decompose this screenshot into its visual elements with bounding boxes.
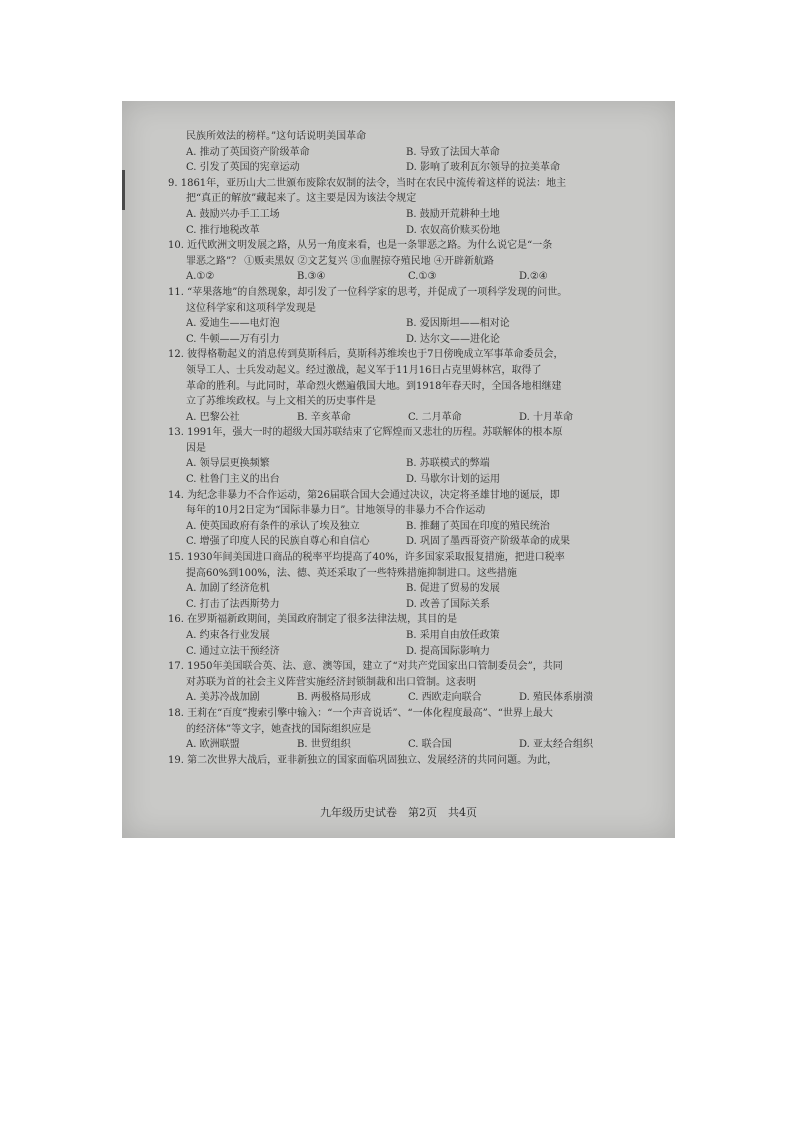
answer-option: B. 鼓励开荒耕种土地 xyxy=(406,208,500,220)
question-text: 革命的胜利。与此同时，革命烈火燃遍俄国大地。到1918年春天时，全国各地相继建 xyxy=(186,380,562,392)
answer-option: B. 苏联模式的弊端 xyxy=(406,458,490,470)
exam-questions xyxy=(162,129,642,768)
answer-option: D. 农奴高价赎买份地 xyxy=(406,224,501,236)
question-text: 立了苏维埃政权。与上文相关的历史事件是 xyxy=(186,396,376,408)
question-text: 的经济体”等文字，她查找的国际组织应是 xyxy=(186,723,372,735)
answer-options xyxy=(162,145,642,161)
answer-options xyxy=(162,160,642,176)
answer-option: A. 美苏冷战加剧 xyxy=(186,692,260,704)
answer-options xyxy=(162,269,642,285)
answer-option: C. 二月革命 xyxy=(408,411,462,423)
answer-options xyxy=(162,628,642,644)
photo-edge-mark xyxy=(122,170,125,210)
answer-option: B.③④ xyxy=(297,271,326,283)
answer-options xyxy=(162,410,642,426)
answer-option: B. 爱因斯坦——相对论 xyxy=(406,318,510,330)
answer-options xyxy=(162,472,642,488)
answer-options xyxy=(162,690,642,706)
answer-options xyxy=(162,316,642,332)
question-stem: 16. 在罗斯福新政期间，美国政府制定了很多法律法规，其目的是 xyxy=(168,614,458,626)
answer-option: A. 鼓励兴办手工工场 xyxy=(186,208,280,220)
answer-option: A. 欧洲联盟 xyxy=(186,739,240,751)
question-stem: 17. 1950年美国联合英、法、意、澳等国，建立了“对共产党国家出口管制委员会”，共同 xyxy=(168,661,563,673)
question-text: 民族所效法的榜样。”这句话说明美国革命 xyxy=(186,131,367,142)
question-text: 罪恶之路”？ ①贩卖黑奴 ②文艺复兴 ③血腥掠夺殖民地 ④开辟新航路 xyxy=(186,255,494,267)
question-text: 提高60%到100%，法、德、英还采取了一些特殊措施抑制进口。这些措施 xyxy=(186,567,517,579)
exam-page-photo xyxy=(122,101,675,838)
answer-option: D. 提高国际影响力 xyxy=(406,645,491,657)
answer-option: A. 加剧了经济危机 xyxy=(186,583,270,595)
answer-option: B. 导致了法国大革命 xyxy=(406,146,500,158)
answer-options xyxy=(162,332,642,348)
answer-option: D. 亚太经合组织 xyxy=(519,739,594,751)
answer-options xyxy=(162,456,642,472)
question-stem: 13. 1991年，强大一时的超级大国苏联结束了它辉煌而又悲壮的历程。苏联解体的根本原 xyxy=(168,427,563,439)
question-stem: 19. 第二次世界大战后，亚非新独立的国家面临巩固独立、发展经济的共同问题。为此， xyxy=(168,754,558,766)
answer-option: C. 增强了印度人民的民族自尊心和自信心 xyxy=(186,536,370,548)
answer-option: D. 达尔文——进化论 xyxy=(406,333,501,345)
answer-option: B. 采用自由放任政策 xyxy=(406,630,500,641)
question-text: 因是 xyxy=(186,442,206,454)
answer-options xyxy=(162,581,642,597)
question-text: 每年的10月2日定为“国际非暴力日”。甘地领导的非暴力不合作运动 xyxy=(186,505,486,517)
answer-option: D. 殖民体系崩溃 xyxy=(519,692,594,704)
question-text: 领导工人、士兵发动起义。经过激战，起义军于11月16日占克里姆林宫，取得了 xyxy=(186,364,542,376)
answer-option: C. 推行地税改革 xyxy=(186,224,260,236)
answer-option: C. 牛顿——万有引力 xyxy=(186,333,280,345)
page-footer: 九年级历史试卷 第2页 共4页 xyxy=(320,806,477,819)
answer-option: D. 影响了玻利瓦尔领导的拉美革命 xyxy=(406,162,561,174)
answer-options xyxy=(162,223,642,239)
answer-option: A. 巴黎公社 xyxy=(186,411,240,423)
question-text: 这位科学家和这项科学发现是 xyxy=(186,302,316,314)
answer-option: A. 爱迪生——电灯泡 xyxy=(186,318,280,330)
question-stem: 9. 1861年，亚历山大二世颁布废除农奴制的法令，当时在农民中流传着这样的说法：地主 xyxy=(168,177,567,189)
question-stem: 15. 1930年间美国进口商品的税率平均提高了40%，许多国家采取报复措施，把进口税率 xyxy=(168,552,565,564)
answer-option: C. 杜鲁门主义的出台 xyxy=(186,474,280,486)
answer-option: C. 联合国 xyxy=(408,739,452,751)
answer-options xyxy=(162,597,642,613)
answer-option: A. 领导层更换频繁 xyxy=(186,458,270,470)
answer-option: D. 马歇尔计划的运用 xyxy=(406,474,501,486)
answer-options xyxy=(162,519,642,535)
answer-option: B. 两极格局形成 xyxy=(297,692,371,704)
answer-options xyxy=(162,207,642,223)
question-stem: 18. 王莉在“百度”搜索引擎中输入：“一个声音说话”、“一体化程度最高”、“世界上最大 xyxy=(168,707,553,719)
answer-options xyxy=(162,534,642,550)
answer-option: B. 世贸组织 xyxy=(297,739,351,751)
answer-option: A. 约束各行业发展 xyxy=(186,630,270,641)
answer-option: C. 引发了英国的宪章运动 xyxy=(186,162,300,174)
question-text: 对苏联为首的社会主义阵营实施经济封锁制裁和出口管制。这表明 xyxy=(186,676,476,688)
answer-options xyxy=(162,644,642,660)
answer-options xyxy=(162,737,642,753)
answer-option: B. 促进了贸易的发展 xyxy=(406,583,500,595)
answer-option: B. 推翻了英国在印度的殖民统治 xyxy=(406,520,550,532)
answer-option: A. 使英国政府有条件的承认了埃及独立 xyxy=(186,520,360,532)
answer-option: D. 改善了国际关系 xyxy=(406,598,491,610)
answer-option: D.②④ xyxy=(519,271,548,283)
answer-option: D. 十月革命 xyxy=(519,411,574,423)
question-stem: 10. 近代欧洲文明发展之路，从另一角度来看，也是一条罪恶之路。为什么说它是“一条 xyxy=(168,240,553,252)
answer-option: C. 西欧走向联合 xyxy=(408,692,482,704)
answer-option: C. 通过立法干预经济 xyxy=(186,645,280,657)
answer-option: D. 巩固了墨西哥资产阶级革命的成果 xyxy=(406,536,571,548)
answer-option: B. 辛亥革命 xyxy=(297,411,351,423)
answer-option: A. 推动了英国资产阶级革命 xyxy=(186,146,310,158)
question-stem: 14. 为纪念非暴力不合作运动，第26届联合国大会通过决议，决定将圣雄甘地的诞辰，即 xyxy=(168,489,560,501)
question-stem: 12. 彼得格勒起义的消息传到莫斯科后，莫斯科苏维埃也于7日傍晚成立军事革命委员会， xyxy=(168,349,564,361)
answer-option: C.①③ xyxy=(408,271,437,283)
answer-option: A.①② xyxy=(186,271,215,283)
answer-option: C. 打击了法西斯势力 xyxy=(186,598,280,610)
question-stem: 11. “苹果落地”的自然现象，却引发了一位科学家的思考，并促成了一项科学发现的问世。 xyxy=(168,286,568,298)
question-text: 把“真正的解放”藏起来了。这主要是因为该法令规定 xyxy=(186,193,417,205)
